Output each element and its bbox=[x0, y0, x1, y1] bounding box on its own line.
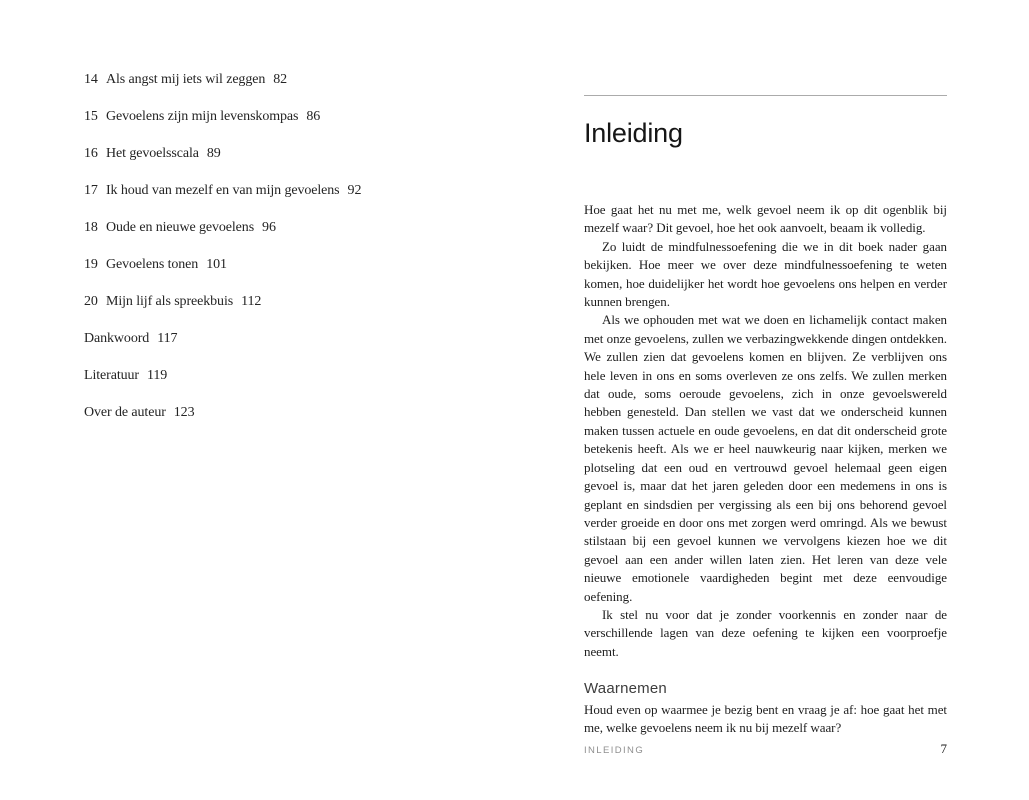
page-footer bbox=[584, 741, 947, 757]
toc-entry-title: Over de auteur bbox=[84, 405, 166, 420]
toc-entry-title: Mijn lijf als spreekbuis bbox=[106, 294, 234, 309]
toc-entry bbox=[84, 294, 361, 331]
toc-entry-page: 89 bbox=[206, 146, 221, 161]
paragraph: Zo luidt de mindfulnessoefening die we in dit boek nader gaan bekijken. Hoe meer we over deze mindfulnessoefening te weten komen, hoe duidelijker het wordt hoe gevoelens ons helpen en verder kunnen brengen. bbox=[584, 238, 947, 310]
toc-entry-number: 19 bbox=[84, 257, 98, 272]
toc-entry-title: Ik houd van mezelf en van mijn gevoelens bbox=[106, 183, 340, 198]
chapter-body bbox=[584, 201, 947, 737]
subsection-paragraph: Houd even op waarmee je bezig bent en vraag je af: hoe gaat het met me, welke gevoelens neem ik nu bij mezelf waar? bbox=[584, 701, 947, 735]
toc-entry-number: 18 bbox=[84, 220, 98, 235]
subsection-title: Waarnemen bbox=[584, 680, 667, 698]
toc-entry-title: Gevoelens zijn mijn levenskompas bbox=[106, 109, 299, 124]
toc-entry-number: 15 bbox=[84, 109, 98, 124]
toc-entry bbox=[84, 331, 361, 368]
toc-entry bbox=[84, 72, 361, 109]
toc-entry bbox=[84, 368, 361, 405]
chapter-title: Inleiding bbox=[584, 118, 683, 148]
chapter-rule bbox=[584, 95, 947, 96]
toc-entry-page: 92 bbox=[347, 183, 362, 198]
running-header: INLEIDING bbox=[584, 745, 645, 756]
page-number: 7 bbox=[940, 741, 947, 756]
toc-page bbox=[84, 72, 361, 442]
toc-entry-page: 117 bbox=[157, 331, 178, 346]
toc-entry-title: Literatuur bbox=[84, 368, 139, 383]
toc-entry-page: 119 bbox=[146, 368, 168, 383]
paragraph: Ik stel nu voor dat je zonder voorkennis en zonder naar de verschillende lagen van deze oefening te kijken een voorproefje neemt. bbox=[584, 606, 947, 659]
toc-entry-page: 112 bbox=[241, 294, 262, 309]
toc-entry bbox=[84, 220, 361, 257]
toc-entry bbox=[84, 183, 361, 220]
toc-entry-page: 86 bbox=[306, 109, 321, 124]
toc-entry-title: Als angst mij iets wil zeggen bbox=[106, 72, 266, 87]
toc-entry bbox=[84, 109, 361, 146]
toc-entry bbox=[84, 405, 361, 442]
toc-entry bbox=[84, 257, 361, 294]
toc-entry-title: Gevoelens tonen bbox=[106, 257, 199, 272]
toc-entry-number: 16 bbox=[84, 146, 98, 161]
toc-entry bbox=[84, 146, 361, 183]
toc-entry-page: 101 bbox=[206, 257, 227, 272]
toc-entry-number: 14 bbox=[84, 72, 98, 87]
toc-entry-number: 17 bbox=[84, 183, 98, 198]
toc-entry-page: 96 bbox=[262, 220, 276, 235]
toc-entry-page: 123 bbox=[173, 405, 195, 420]
toc-entry-page: 82 bbox=[273, 72, 288, 87]
toc-entry-number: 20 bbox=[84, 294, 98, 309]
paragraph: Als we ophouden met wat we doen en lichamelijk contact maken met onze gevoelens, zullen we verbazingwekkende dingen ontdekken. We zullen zien dat gevoelens komen en blijven. Ze verblijven ons hele leven in ons en soms overleven ze ons zelfs. We zullen merken dat oude, soms oeroude gevoelens, zich in onze gevoelswereld hebben genesteld. Dan stellen we vast dat we onderscheid kunnen maken tussen actuele en oude gevoelens, en dat dit onderscheid grote betekenis heeft. Als we er heel nauwkeurig naar kijken, merken we plotseling dat een oud en vertrouwd gevoel helemaal geen eigen gevoel is, maar dat het jaren geleden door een medemens in ons is geplant en sindsdien per vergissing als een bij ons behorend gevoel verder groeide en door ons met zorgen werd omringd. Als we bewust stilstaan bij een gevoel kunnen we vervolgens kiezen hoe we dit gevoel aan een ander willen laten zien. Het leren van deze vele nieuwe emotionele vaardigheden begint met deze eenvoudige oefening. bbox=[584, 312, 947, 604]
paragraph: Hoe gaat het nu met me, welk gevoel neem ik op dit ogenblik bij mezelf waar? Dit gevoel, hoe het ook aanvoelt, beaam ik volledig. bbox=[584, 202, 947, 236]
toc-entry-title: Dankwoord bbox=[84, 331, 150, 346]
toc-entry-title: Oude en nieuwe gevoelens bbox=[106, 220, 255, 235]
chapter-page bbox=[584, 0, 947, 800]
toc-entry-title: Het gevoelsscala bbox=[106, 146, 199, 161]
